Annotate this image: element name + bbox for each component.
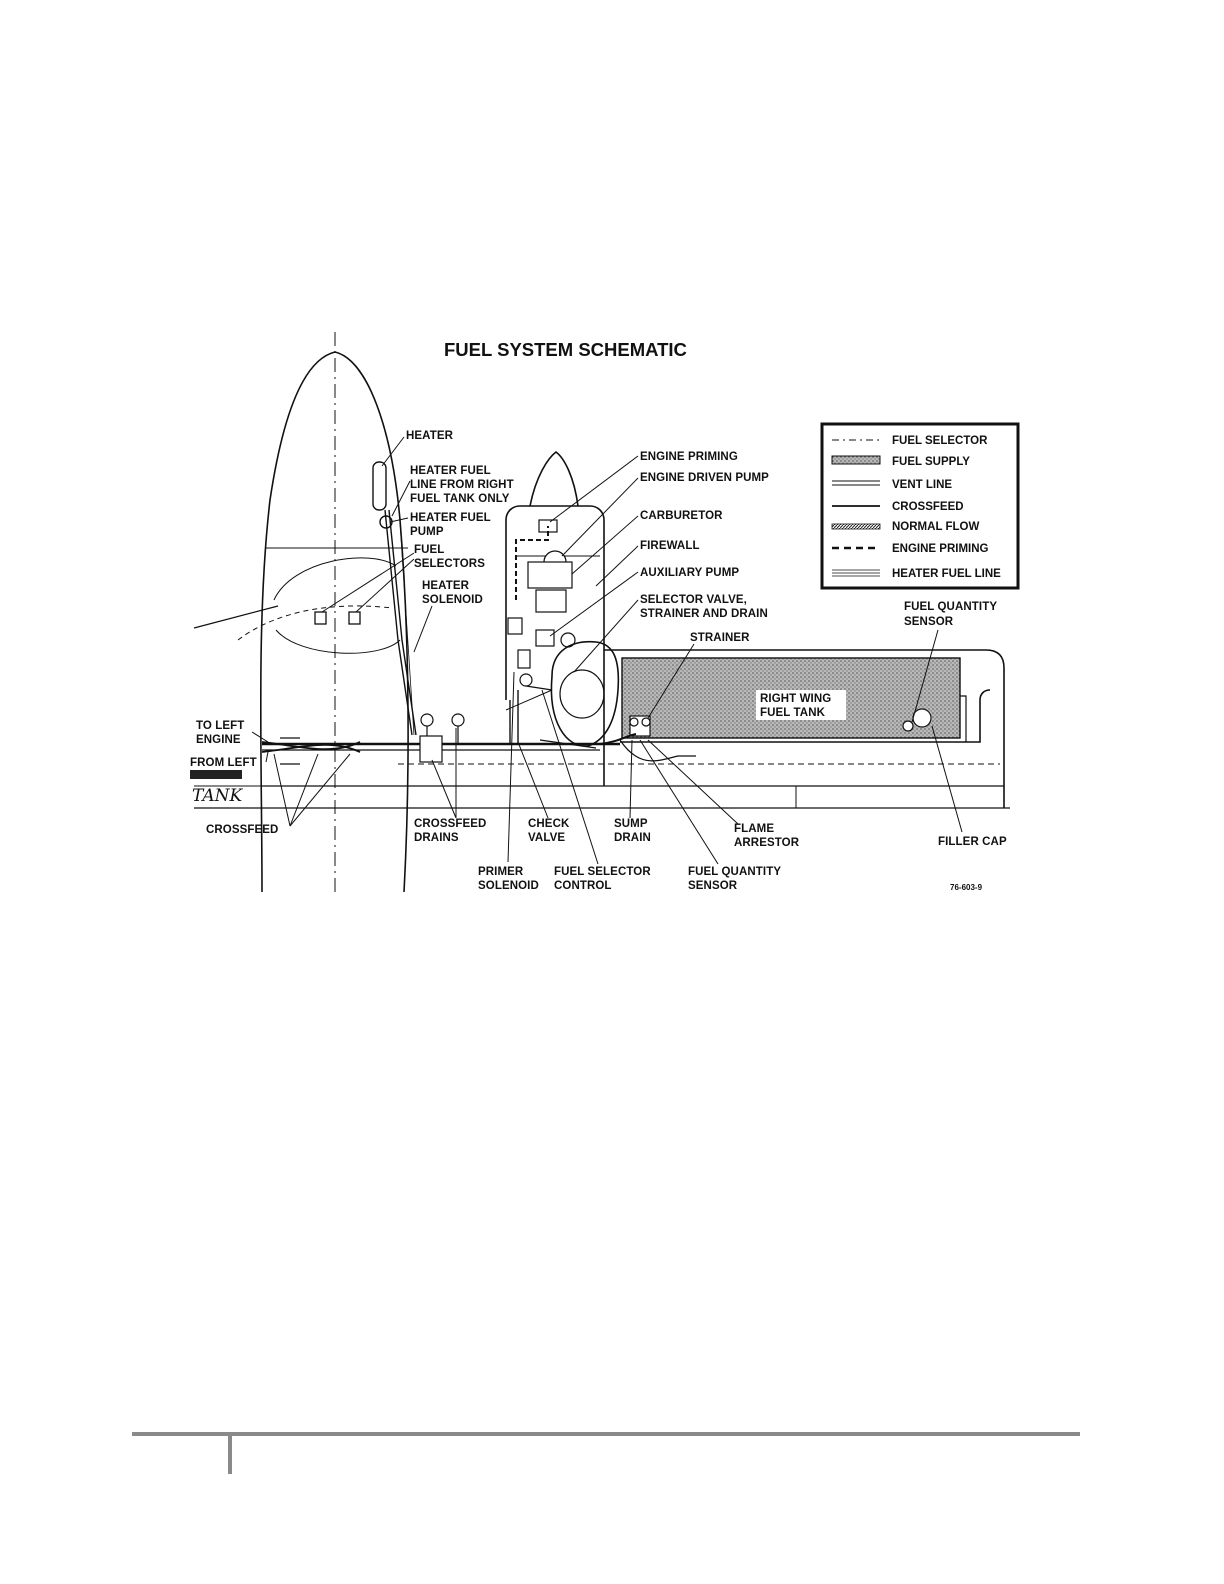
pump-cluster: [508, 618, 554, 690]
label-heater-fuel-line-1: HEATER FUEL: [410, 465, 491, 477]
label-fuel-quantity-sensor-top-1: FUEL QUANTITY: [904, 601, 998, 613]
label-heater-solenoid-2: SOLENOID: [422, 594, 483, 606]
label-check-valve-1: CHECK: [528, 818, 570, 830]
legend-symbol-normal-flow: [832, 524, 880, 529]
label-strainer: STRAINER: [690, 632, 750, 644]
label-sump-drain-2: DRAIN: [614, 832, 651, 844]
legend-label-fuel-selector: FUEL SELECTOR: [892, 435, 988, 447]
label-sump-drain-1: SUMP: [614, 818, 648, 830]
label-fuel-selector-control-2: CONTROL: [554, 880, 612, 892]
label-primer-solenoid-2: SOLENOID: [478, 880, 539, 892]
label-tank-handwritten: TANK: [192, 786, 243, 806]
label-selector-valve-2: STRAINER AND DRAIN: [640, 608, 768, 620]
legend-label-heater-fuel-line: HEATER FUEL LINE: [892, 568, 1001, 580]
label-fuel-quantity-sensor-bottom-2: SENSOR: [688, 880, 738, 892]
label-crossfeed-drains-2: DRAINS: [414, 832, 459, 844]
label-filler-cap: FILLER CAP: [938, 836, 1007, 848]
diagram-title: FUEL SYSTEM SCHEMATIC: [444, 339, 687, 360]
figure-number: 76-603-9: [950, 883, 983, 892]
label-fuel-selectors-1: FUEL: [414, 544, 445, 556]
legend-label-normal-flow: NORMAL FLOW: [892, 521, 980, 533]
label-crossfeed: CROSSFEED: [206, 824, 279, 836]
fuel-selector-valves: [315, 612, 360, 624]
label-auxiliary-pump: AUXILIARY PUMP: [640, 567, 740, 579]
label-to-left-engine-2: ENGINE: [196, 734, 241, 746]
label-to-left-engine-1: TO LEFT: [196, 720, 245, 732]
label-heater-fuel-pump-2: PUMP: [410, 526, 444, 538]
label-crossfeed-drains-1: CROSSFEED: [414, 818, 487, 830]
label-fuel-selector-control-1: FUEL SELECTOR: [554, 866, 651, 878]
label-primer-solenoid-1: PRIMER: [478, 866, 524, 878]
label-heater-solenoid-1: HEATER: [422, 580, 470, 592]
redacted-mark: [190, 770, 242, 779]
legend-label-fuel-supply: FUEL SUPPLY: [892, 456, 970, 468]
label-from-left: FROM LEFT: [190, 757, 257, 769]
label-heater-fuel-pump-1: HEATER FUEL: [410, 512, 491, 524]
label-carburetor: CARBURETOR: [640, 510, 723, 522]
label-engine-priming: ENGINE PRIMING: [640, 451, 738, 463]
label-right-wing-fuel-tank-2: FUEL TANK: [760, 707, 825, 719]
label-right-wing-fuel-tank-1: RIGHT WING: [760, 693, 832, 705]
label-firewall: FIREWALL: [640, 540, 700, 552]
label-fuel-quantity-sensor-bottom-1: FUEL QUANTITY: [688, 866, 782, 878]
legend-label-vent-line: VENT LINE: [892, 479, 953, 491]
label-flame-arrestor-1: FLAME: [734, 823, 775, 835]
footer-divider: [228, 1436, 232, 1474]
label-fuel-selectors-2: SELECTORS: [414, 558, 485, 570]
label-heater-fuel-line-3: FUEL TANK ONLY: [410, 493, 510, 505]
label-flame-arrestor-2: ARRESTOR: [734, 837, 800, 849]
footer-rule: [132, 1432, 1080, 1436]
legend: [822, 424, 1018, 588]
crossfeed-drain-valves: [420, 714, 464, 762]
legend-symbol-fuel-supply: [832, 456, 880, 464]
label-heater-fuel-line-2: LINE FROM RIGHT: [410, 479, 514, 491]
label-fuel-quantity-sensor-top-2: SENSOR: [904, 616, 954, 628]
label-heater: HEATER: [406, 430, 454, 442]
label-engine-driven-pump: ENGINE DRIVEN PUMP: [640, 472, 769, 484]
label-selector-valve-1: SELECTOR VALVE,: [640, 594, 747, 606]
legend-label-engine-priming: ENGINE PRIMING: [892, 543, 989, 555]
label-check-valve-2: VALVE: [528, 832, 566, 844]
legend-label-crossfeed: CROSSFEED: [892, 501, 964, 513]
